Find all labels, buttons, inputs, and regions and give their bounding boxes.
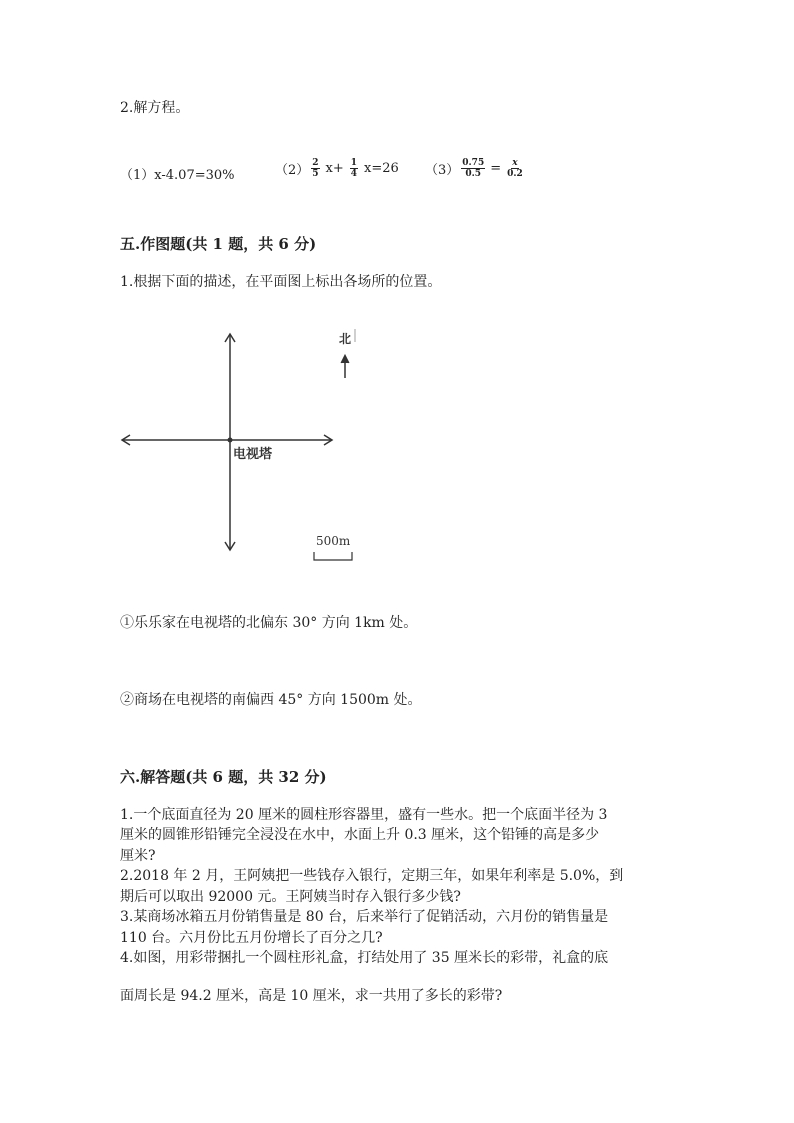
equals-sign: =	[490, 161, 502, 176]
north-arrow-head	[341, 355, 349, 363]
direction-map	[110, 320, 380, 570]
fraction-denominator: 0.2	[507, 169, 523, 179]
fraction-numerator: 0.75	[462, 158, 485, 168]
fraction-denominator: 4	[350, 169, 358, 179]
scale-label: 500m	[316, 534, 351, 548]
center-label: 电视塔	[233, 447, 273, 462]
equation-label: （3）	[425, 163, 460, 178]
problem-3-line-2: 110 台。六月份比五月份增长了百分之几?	[120, 930, 383, 946]
equation-2	[275, 158, 399, 179]
scale-bar	[314, 552, 352, 560]
fraction	[311, 158, 319, 179]
fraction-numerator: 1	[350, 158, 358, 168]
equation-text: x=26	[364, 161, 399, 176]
problem-1-line-3: 厘米?	[120, 848, 156, 864]
north-label: 北	[339, 332, 352, 346]
question-text: 1.根据下面的描述，在平面图上标出各场所的位置。	[120, 274, 442, 290]
fraction-denominator: 0.5	[465, 169, 482, 179]
fraction-numerator: 2	[312, 158, 319, 168]
description-item-2: ②商场在电视塔的南偏西 45° 方向 1500m 处。	[120, 692, 422, 708]
problem-2-line-1: 2.2018 年 2 月，王阿姨把一些钱存入银行，定期三年，如果年利率是 5.0%，到	[120, 868, 624, 884]
problem-1-line-1: 1.一个底面直径为 20 厘米的圆柱形容器里，盛有一些水。把一个底面半径为 3	[120, 807, 608, 823]
equation-label: （2）	[275, 163, 310, 178]
question-title: 2.解方程。	[120, 100, 190, 116]
section-heading: 六.解答题(共 6 题，共 32 分)	[120, 768, 327, 786]
equation-1: （1）x-4.07=30%	[120, 168, 235, 183]
description-item-1: ①乐乐家在电视塔的北偏东 30° 方向 1km 处。	[120, 615, 418, 631]
problem-4-line-1: 4.如图，用彩带捆扎一个圆柱形礼盒，打结处用了 35 厘米长的彩带，礼盒的底	[120, 950, 609, 966]
fraction	[461, 158, 485, 179]
fraction	[506, 158, 524, 179]
tower-point	[228, 438, 233, 443]
problem-3-line-1: 3.某商场冰箱五月份销售量是 80 台，后来举行了促销活动，六月份的销售量是	[120, 909, 609, 925]
problem-1-line-2: 厘米的圆锥形铅锤完全浸没在水中，水面上升 0.3 厘米，这个铅锤的高是多少	[120, 827, 600, 843]
fraction	[350, 158, 358, 179]
equation-3	[425, 158, 526, 179]
fraction-denominator: 5	[312, 169, 319, 179]
problem-2-line-2: 期后可以取出 92000 元。王阿姨当时存入银行多少钱?	[120, 889, 461, 905]
equation-text: x+	[325, 161, 344, 176]
problem-4-line-2: 面周长是 94.2 厘米，高是 10 厘米，求一共用了多长的彩带?	[120, 988, 503, 1004]
fraction-numerator: x	[512, 158, 518, 168]
section-heading: 五.作图题(共 1 题，共 6 分)	[120, 235, 317, 253]
